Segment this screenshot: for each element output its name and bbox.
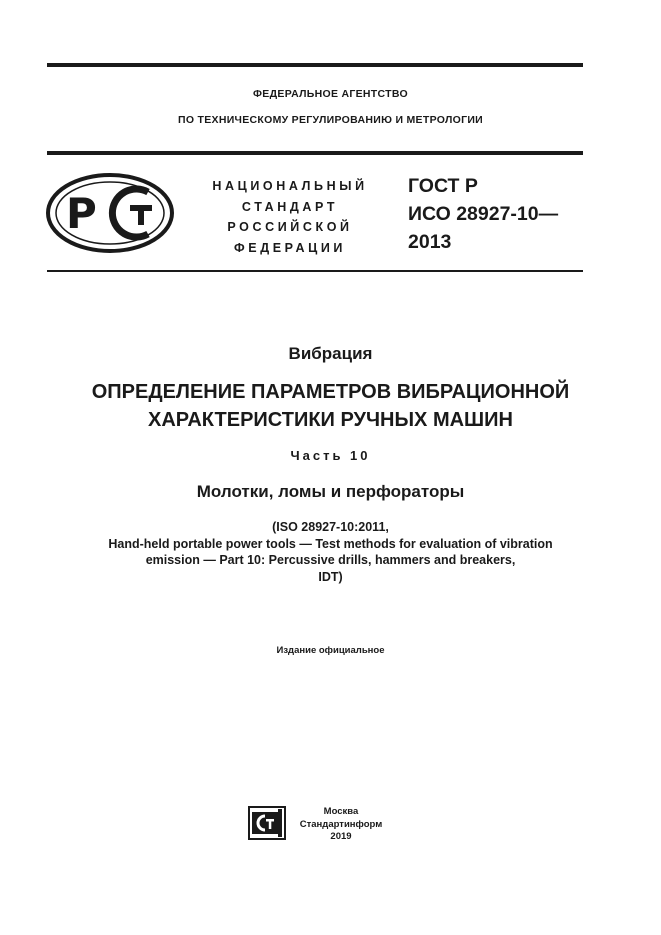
subtitle: Молотки, ломы и перфораторы — [196, 482, 465, 501]
iso-reference-line-4: IDT) — [318, 569, 343, 584]
standartinform-logo-icon — [248, 806, 286, 840]
publisher-logo — [248, 806, 286, 840]
header-bottom-rule — [47, 270, 583, 272]
publisher-city: Москва — [323, 806, 359, 817]
designation-line-1: ГОСТ Р — [408, 175, 478, 197]
standard-type — [196, 176, 384, 258]
main-title-line-2: ХАРАКТЕРИСТИКИ РУЧНЫХ МАШИН — [148, 409, 513, 431]
agency-line-2: ПО ТЕХНИЧЕСКОМУ РЕГУЛИРОВАНИЮ И МЕТРОЛОГИИ — [177, 114, 484, 126]
publisher-name: Стандартинформ — [299, 818, 383, 830]
gost-r-emblem — [44, 172, 176, 254]
iso-reference — [0, 519, 661, 585]
iso-reference-line-1: (ISO 28927-10:2011, — [272, 520, 389, 534]
designation-line-3: 2013 — [408, 231, 452, 253]
part-number: Часть 10 — [290, 448, 371, 463]
main-title-line-1: ОПРЕДЕЛЕНИЕ ПАРАМЕТРОВ ВИБРАЦИОННОЙ — [91, 381, 570, 403]
standard-designation — [408, 172, 558, 256]
edition-note: Издание официальное — [276, 645, 385, 656]
standard-type-line-4: ФЕДЕРАЦИИ — [233, 240, 346, 255]
top-rule — [47, 63, 583, 67]
header-rule — [47, 151, 583, 155]
iso-reference-line-2: Hand-held portable power tools — Test methods for evaluation of vibration — [108, 536, 553, 551]
iso-reference-line-3: emission — Part 10: Percussive drills, hammers and breakers, — [145, 553, 516, 567]
svg-text:Р: Р — [66, 189, 97, 238]
publisher-info — [296, 806, 386, 844]
standard-type-line-1: НАЦИОНАЛЬНЫЙ — [212, 179, 368, 193]
standard-type-line-2: СТАНДАРТ — [241, 199, 339, 214]
topic-title: Вибрация — [288, 344, 373, 363]
gost-r-logo-icon — [44, 172, 176, 254]
agency-line-1: ФЕДЕРАЛЬНОЕ АГЕНТСТВО — [253, 88, 408, 100]
publisher-year: 2019 — [330, 831, 352, 842]
designation-line-2: ИСО 28927-10— — [408, 203, 559, 225]
standard-type-line-3: РОССИЙСКОЙ — [227, 220, 353, 234]
